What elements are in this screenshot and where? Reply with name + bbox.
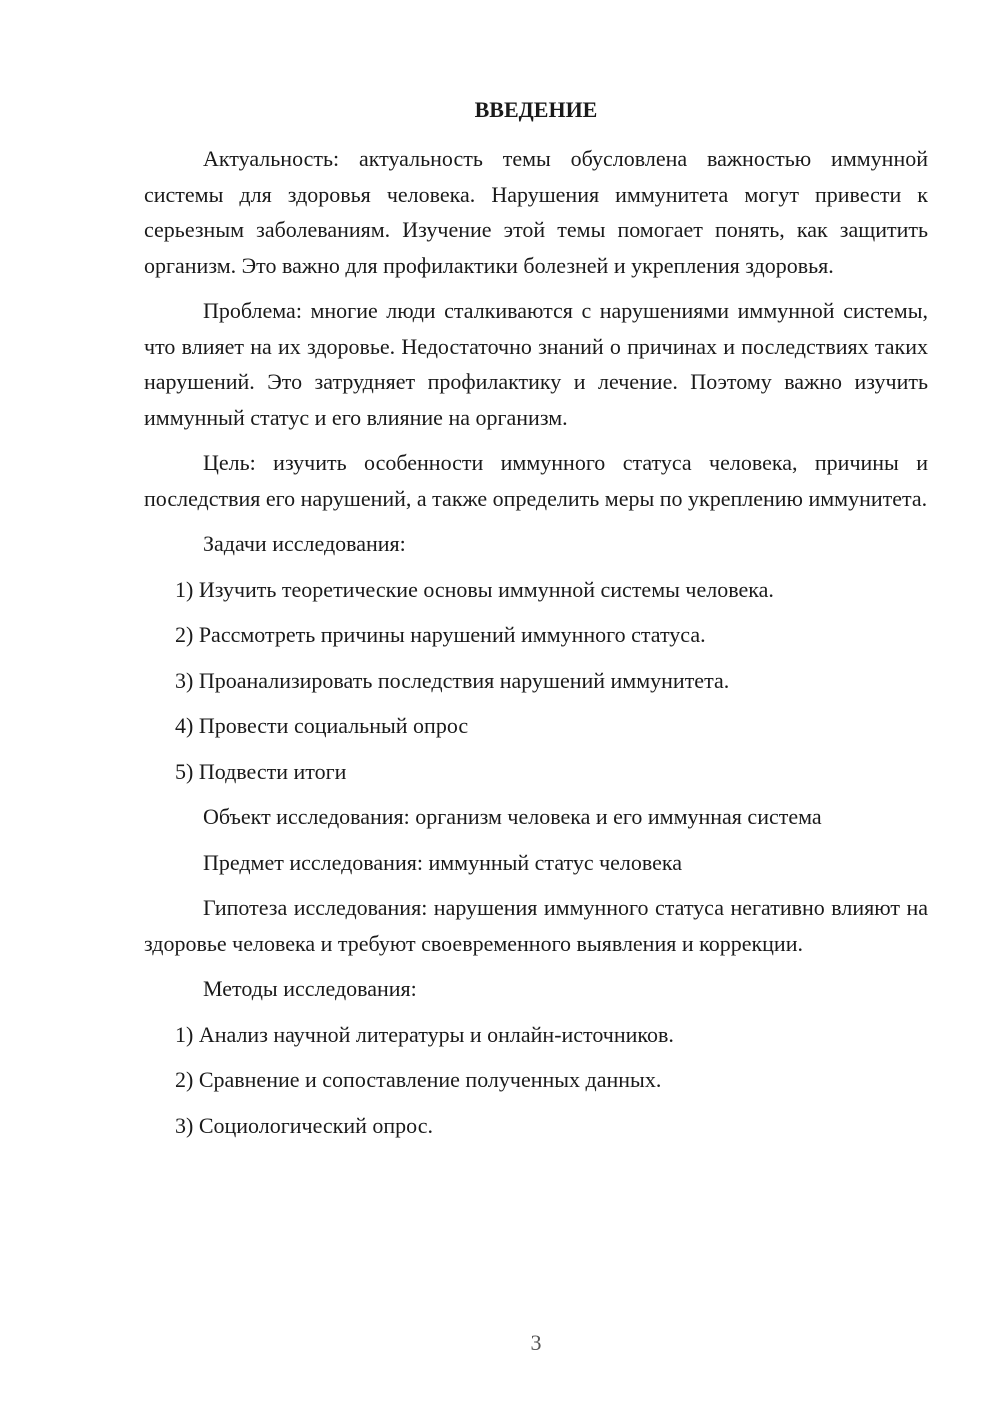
method-item: 2) Сравнение и сопоставление полученных данных.	[175, 1067, 662, 1092]
task-item: 3) Проанализировать последствия нарушений иммунитета.	[175, 667, 730, 693]
task-item: 2) Рассмотреть причины нарушений иммунного статуса.	[175, 622, 706, 647]
method-item: 3) Социологический опрос.	[175, 1112, 433, 1138]
methods-heading: Методы исследования:	[203, 976, 417, 1001]
page-number: 3	[530, 1330, 542, 1355]
method-item: 1) Анализ научной литературы и онлайн-источников.	[175, 1021, 674, 1047]
tasks-heading: Задачи исследования:	[203, 531, 406, 556]
document-page	[144, 92, 928, 1153]
research-subject: Предмет исследования: иммунный статус человека	[203, 849, 683, 875]
task-item: 5) Подвести итоги	[175, 758, 347, 784]
hypothesis-paragraph: Гипотеза исследования: нарушения иммунного статуса негативно влияют на здоровье человека и требуют своевременного выявления и коррекции.	[144, 895, 928, 956]
task-item: 4) Провести социальный опрос	[175, 713, 469, 738]
research-object: Объект исследования: организм человека и его иммунная система	[203, 804, 822, 829]
relevance-paragraph: Актуальность: актуальность темы обусловлена важностью иммунной системы для здоровья человека. Нарушения иммунитета могут привести к серьезным заболеваниям. Изучение этой темы помогает понять, как защитить организм. Это важно для профилактики болезней и укрепления здоровья.	[144, 146, 928, 278]
section-title: ВВЕДЕНИЕ	[474, 97, 598, 122]
problem-paragraph: Проблема: многие люди сталкиваются с нарушениями иммунной системы, что влияет на их здоровье. Недостаточно знаний о причинах и последствиях таких нарушений. Это затрудняет профилактику и лечение. Поэтому важно изучить иммунный статус и его влияние на организм.	[144, 298, 928, 430]
task-item: 1) Изучить теоретические основы иммунной системы человека.	[175, 576, 774, 602]
goal-paragraph: Цель: изучить особенности иммунного статуса человека, причины и последствия его нарушений, а также определить меры по укреплению иммунитета.	[144, 450, 928, 511]
